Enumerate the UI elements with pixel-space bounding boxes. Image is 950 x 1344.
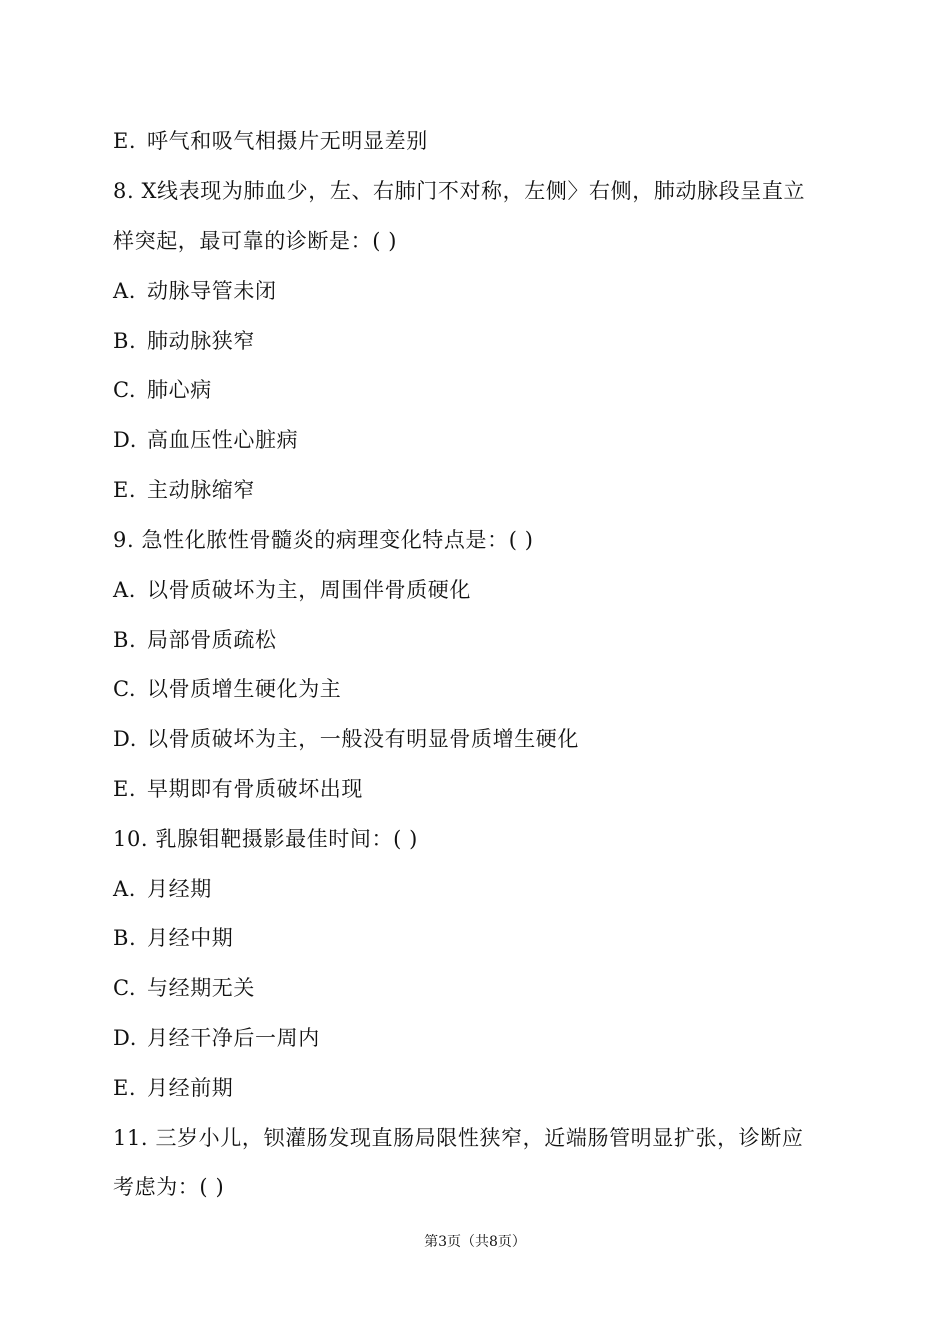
- option-letter: B.: [113, 329, 137, 353]
- option-letter: C.: [113, 976, 137, 1000]
- option-text: 肺动脉狭窄: [147, 329, 255, 353]
- option-line: [113, 1023, 320, 1053]
- page-number-footer: 第3页（共8页）: [424, 1234, 526, 1250]
- option-line: [113, 774, 363, 804]
- option-letter: E.: [113, 777, 137, 801]
- option-line: [113, 276, 277, 306]
- option-line: [113, 575, 471, 605]
- question-11-line-2: 考虑为：( ): [113, 1175, 225, 1199]
- option-letter: C.: [113, 378, 137, 402]
- option-text: 与经期无关: [147, 976, 255, 1000]
- option-text: 以骨质增生硬化为主: [147, 677, 342, 701]
- question-8-line-2: 样突起，最可靠的诊断是：( ): [113, 229, 398, 253]
- option-text: 高血压性心脏病: [147, 428, 299, 452]
- option-text: 主动脉缩窄: [147, 478, 255, 502]
- option-letter: E.: [113, 478, 137, 502]
- option-line: [113, 724, 579, 754]
- question-9: 9. 急性化脓性骨髓炎的病理变化特点是：( ): [113, 528, 534, 552]
- option-line: [113, 874, 212, 904]
- option-letter: A.: [113, 578, 137, 602]
- question-8-line-1: 8. X线表现为肺血少，左、右肺门不对称，左侧〉右侧，肺动脉段呈直立: [113, 179, 806, 203]
- question-10: 10. 乳腺钼靶摄影最佳时间：( ): [113, 827, 418, 851]
- option-letter: A.: [113, 877, 137, 901]
- option-letter: C.: [113, 677, 137, 701]
- option-letter: D.: [113, 1026, 137, 1050]
- option-letter: A.: [113, 279, 137, 303]
- option-letter: B.: [113, 926, 137, 950]
- option-text: 动脉导管未闭: [147, 279, 277, 303]
- option-text: 月经中期: [147, 926, 234, 950]
- option-line: [113, 126, 428, 156]
- option-text: 月经期: [147, 877, 212, 901]
- option-line: [113, 674, 341, 704]
- option-text: 呼气和吸气相摄片无明显差别: [147, 129, 428, 153]
- option-line: [113, 326, 255, 356]
- option-text: 以骨质破坏为主，一般没有明显骨质增生硬化: [147, 727, 579, 751]
- option-letter: D.: [113, 428, 137, 452]
- option-line: [113, 923, 233, 953]
- option-line: [113, 425, 298, 455]
- option-text: 局部骨质疏松: [147, 628, 277, 652]
- option-text: 肺心病: [147, 378, 212, 402]
- option-letter: B.: [113, 628, 137, 652]
- option-text: 早期即有骨质破坏出现: [147, 777, 363, 801]
- option-line: [113, 973, 255, 1003]
- option-line: [113, 475, 255, 505]
- option-letter: E.: [113, 1076, 137, 1100]
- option-text: 月经前期: [147, 1076, 234, 1100]
- option-text: 月经干净后一周内: [147, 1026, 320, 1050]
- option-letter: D.: [113, 727, 137, 751]
- option-line: [113, 375, 212, 405]
- option-text: 以骨质破坏为主，周围伴骨质硬化: [147, 578, 471, 602]
- option-line: [113, 1073, 233, 1103]
- option-letter: E.: [113, 129, 137, 153]
- question-11-line-1: 11. 三岁小儿，钡灌肠发现直肠局限性狭窄，近端肠管明显扩张，诊断应: [113, 1126, 804, 1150]
- option-line: [113, 625, 277, 655]
